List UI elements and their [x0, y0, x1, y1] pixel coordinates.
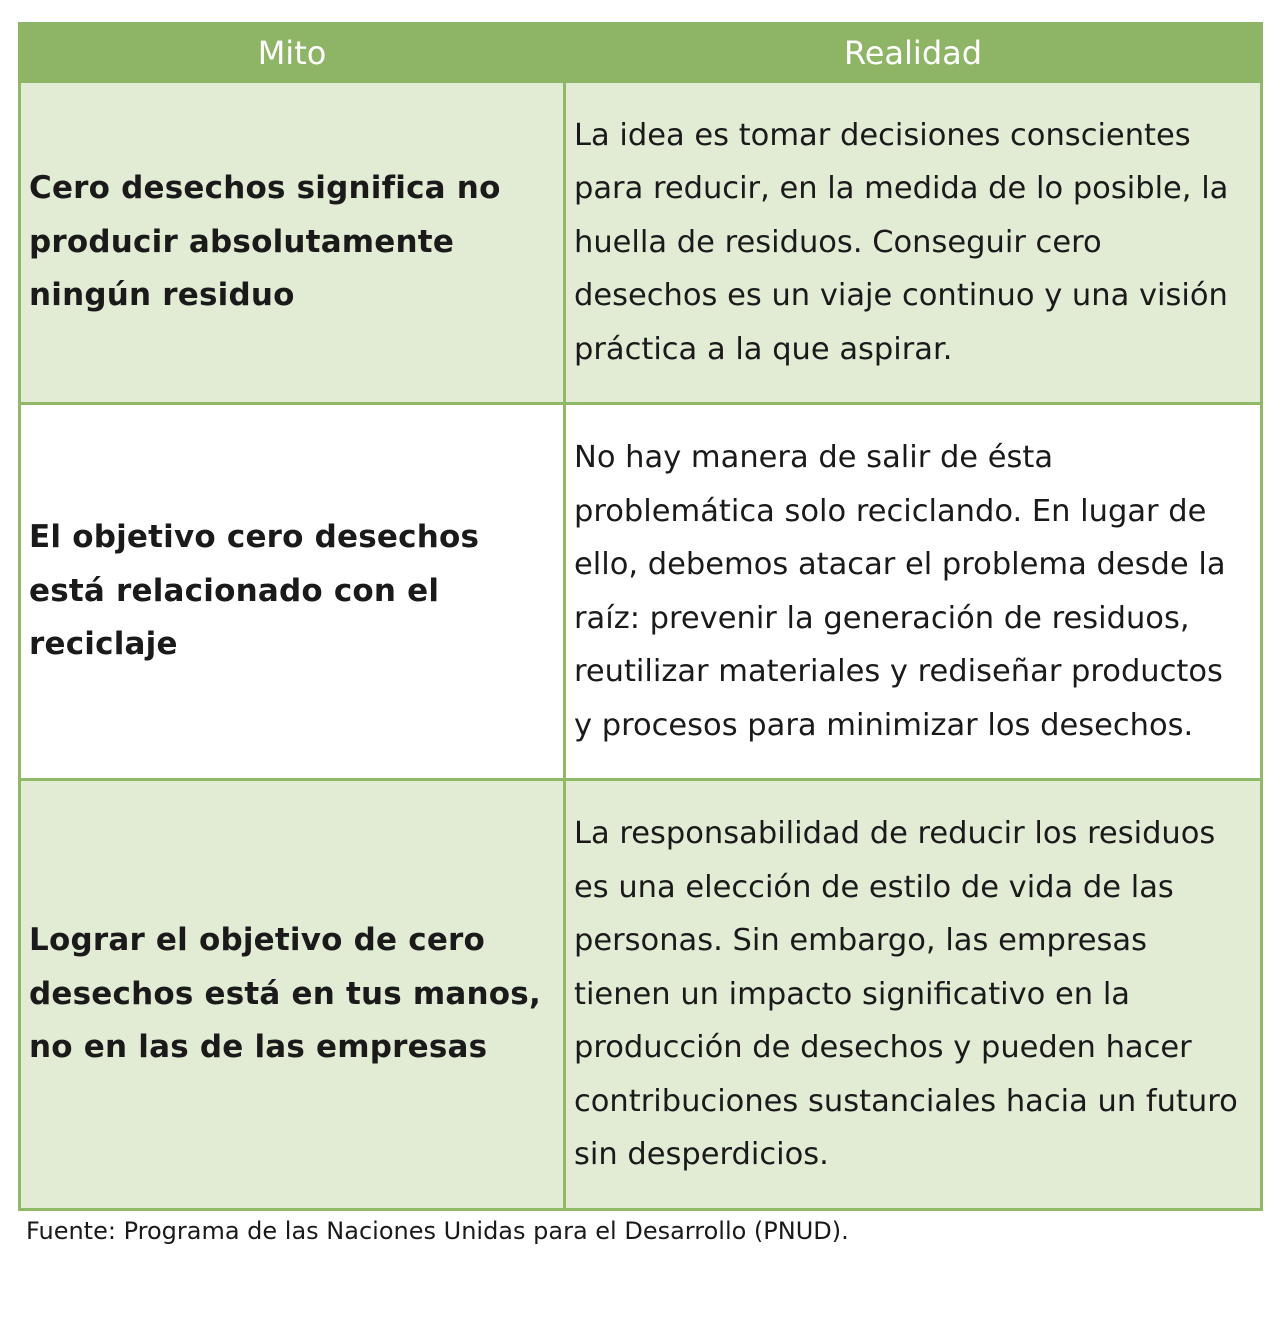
realidad-cell: La responsabilidad de reducir los residuos es una elección de estilo de vida de las personas. Sin embargo, las empresas tienen un impacto significativo en la producción de desechos y pueden hacer contribuciones sustanciales hacia un futuro sin desperdicios.: [565, 780, 1262, 1210]
header-mito: Mito: [20, 24, 565, 82]
table-row: [20, 404, 1262, 780]
myth-reality-table-container: [18, 22, 1260, 1211]
header-realidad: Realidad: [565, 24, 1262, 82]
table-row: [20, 82, 1262, 404]
mito-cell: El objetivo cero desechos está relacionado con el reciclaje: [20, 404, 565, 780]
source-note: Fuente: Programa de las Naciones Unidas para el Desarrollo (PNUD).: [26, 1217, 849, 1245]
table-row: [20, 780, 1262, 1210]
realidad-cell: La idea es tomar decisiones conscientes para reducir, en la medida de lo posible, la huella de residuos. Conseguir cero desechos es un viaje continuo y una visión práctica a la que aspirar.: [565, 82, 1262, 404]
table-header-row: [20, 24, 1262, 82]
realidad-cell: No hay manera de salir de ésta problemática solo reciclando. En lugar de ello, debemos atacar el problema desde la raíz: prevenir la generación de residuos, reutilizar materiales y rediseñar productos y procesos para minimizar los desechos.: [565, 404, 1262, 780]
myth-reality-table: [18, 22, 1263, 1211]
mito-cell: Lograr el objetivo de cero desechos está en tus manos, no en las de las empresas: [20, 780, 565, 1210]
mito-cell: Cero desechos significa no producir absolutamente ningún residuo: [20, 82, 565, 404]
